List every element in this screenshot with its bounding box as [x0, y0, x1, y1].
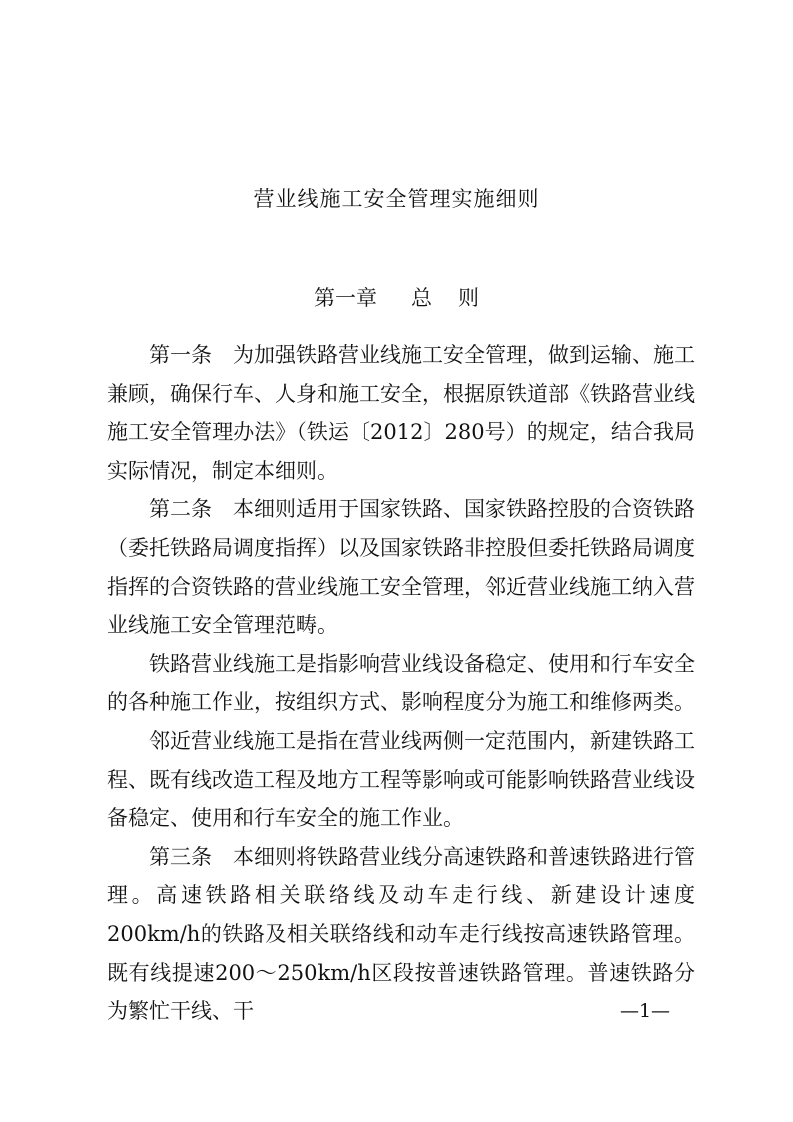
definition-paragraph-1: [107, 645, 695, 722]
document-body: [107, 336, 695, 1031]
article-1-paragraph: [107, 336, 695, 490]
chapter-number: 第一章: [314, 286, 377, 310]
paragraph-text: 邻近营业线施工是指在营业线两侧一定范围内，新建铁路工程、既有线改造工程及地方工程等影响或可能影响铁路营业线设备稳定、使用和行车安全的施工作业。: [107, 728, 695, 831]
chapter-name-part2: 则: [458, 286, 479, 310]
article-text: 本细则适用于国家铁路、国家铁路控股的合资铁路（委托铁路局调度指挥）以及国家铁路非控股但委托铁路局调度指挥的合资铁路的营业线施工安全管理，邻近营业线施工纳入营业线施工安全管理范畴。: [107, 497, 695, 638]
article-text: 为加强铁路营业线施工安全管理，做到运输、施工兼顾，确保行车、人身和施工安全，根据原铁道部《铁路营业线施工安全管理办法》（铁运〔2012〕280号）的规定，结合我局实际情况，制定本细则。: [107, 343, 695, 483]
document-title: 营业线施工安全管理实施细则: [253, 187, 540, 211]
paragraph-text: 铁路营业线施工是指影响营业线设备稳定、使用和行车安全的各种施工作业，按组织方式、影响程度分为施工和维修两类。: [107, 651, 695, 715]
definition-paragraph-2: [107, 722, 695, 838]
article-text: 本细则将铁路营业线分高速铁路和普速铁路进行管理。高速铁路相关联络线及动车走行线、新建设计速度200km/h的铁路及相关联络线和动车走行线按高速铁路管理。既有线提速200～250km/h区段按普速铁路管理。普速铁路分为繁忙干线、干: [107, 844, 695, 1024]
article-number: 第三条: [149, 844, 212, 869]
article-2-paragraph: [107, 490, 695, 644]
page-number: —1—: [619, 1000, 671, 1022]
chapter-name-part1: 总: [411, 286, 432, 310]
chapter-heading: [0, 282, 793, 312]
article-number: 第一条: [149, 343, 212, 367]
article-number: 第二条: [149, 497, 212, 522]
